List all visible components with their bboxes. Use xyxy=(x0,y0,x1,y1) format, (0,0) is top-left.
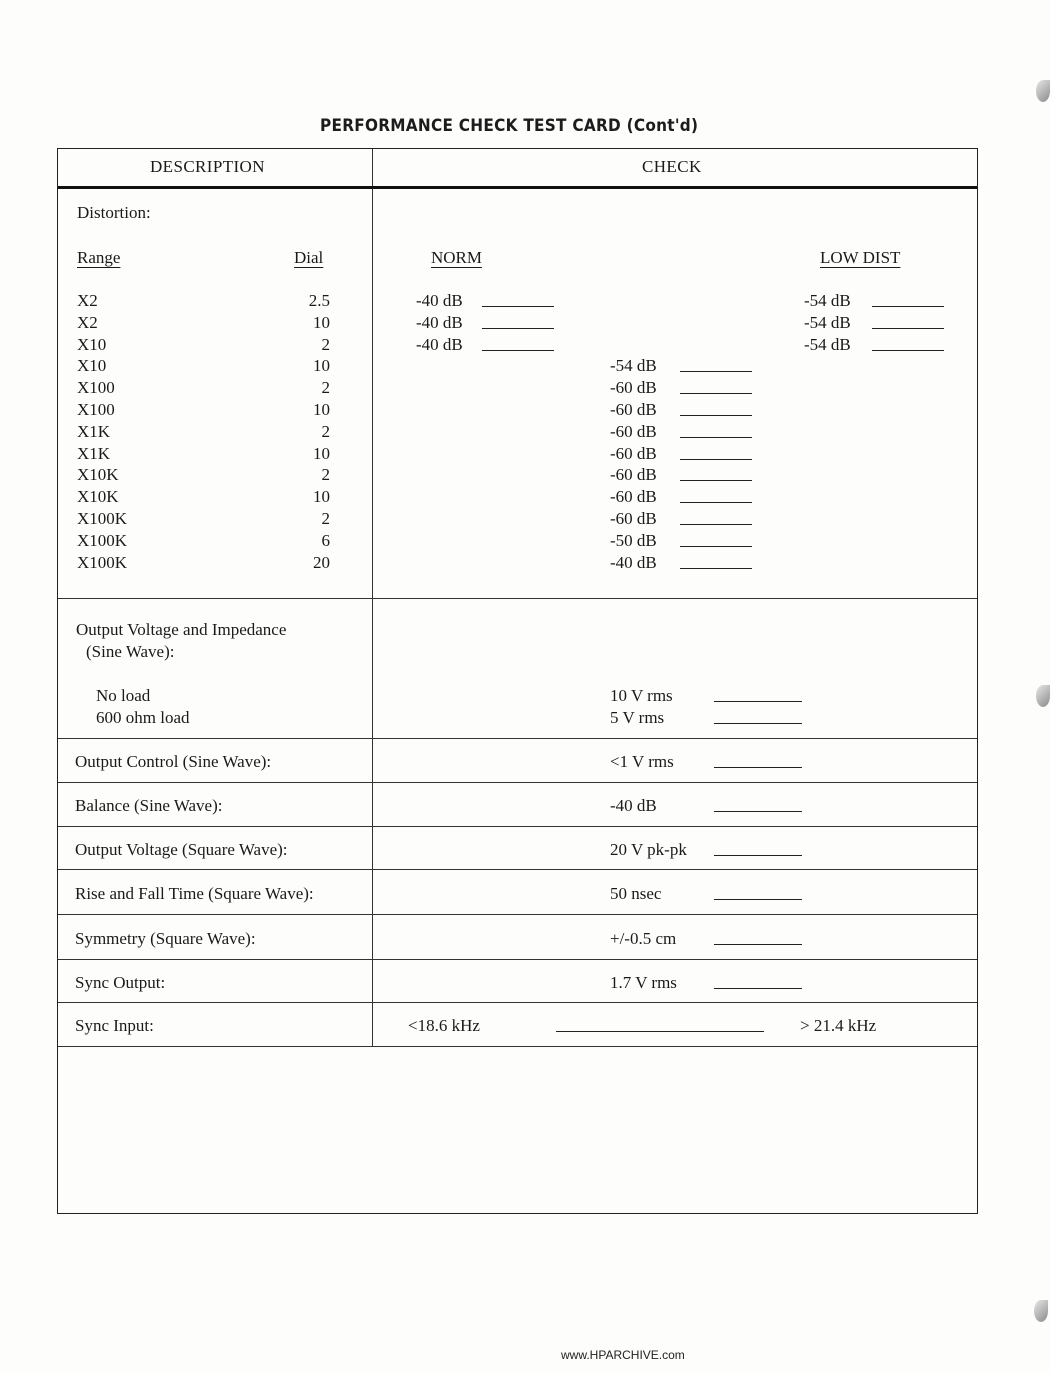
check-value: +/-0.5 cm xyxy=(610,929,677,948)
description-header: DESCRIPTION xyxy=(150,157,265,176)
output-voltage-label-line2: (Sine Wave): xyxy=(86,642,175,661)
range-cell: X1K xyxy=(77,444,111,463)
dial-cell: 6 xyxy=(321,531,330,550)
lowdist-cell: -54 dB xyxy=(804,313,851,332)
dial-cell: 20 xyxy=(313,553,330,572)
dial-cell: 2 xyxy=(321,465,330,484)
norm-header: NORM xyxy=(431,248,483,267)
range-cell: X10 xyxy=(77,335,107,354)
answer-blank[interactable] xyxy=(680,546,752,547)
mid-cell: -40 dB xyxy=(610,553,657,572)
dial-cell: 2 xyxy=(321,335,330,354)
answer-blank[interactable] xyxy=(680,437,752,438)
dial-cell: 10 xyxy=(313,444,330,463)
range-cell: X2 xyxy=(77,291,98,310)
row-divider xyxy=(58,869,977,870)
sync-input-label: Sync Input: xyxy=(75,1016,154,1035)
range-cell: X100 xyxy=(77,378,115,397)
range-cell: X1K xyxy=(77,422,111,441)
range-cell: X10K xyxy=(77,487,119,506)
range-cell: X100K xyxy=(77,509,128,528)
mid-cell: -60 dB xyxy=(610,487,657,506)
answer-blank[interactable] xyxy=(872,306,944,307)
norm-cell: -40 dB xyxy=(416,335,463,354)
check-description: Balance (Sine Wave): xyxy=(75,796,223,815)
page-curl-artifact xyxy=(1036,685,1050,707)
norm-cell: -40 dB xyxy=(416,291,463,310)
sync-input-high: > 21.4 kHz xyxy=(800,1016,877,1035)
page-curl-artifact xyxy=(1036,80,1050,102)
dial-cell: 2 xyxy=(321,509,330,528)
lowdist-cell: -54 dB xyxy=(804,291,851,310)
page-curl-artifact xyxy=(1034,1300,1048,1322)
answer-blank[interactable] xyxy=(872,328,944,329)
dial-cell: 10 xyxy=(313,356,330,375)
answer-blank[interactable] xyxy=(714,701,802,702)
dial-cell: 2 xyxy=(321,378,330,397)
header-rule xyxy=(58,186,977,189)
answer-blank[interactable] xyxy=(482,306,554,307)
check-value: <1 V rms xyxy=(610,752,674,771)
answer-blank[interactable] xyxy=(872,350,944,351)
check-description: Output Voltage (Square Wave): xyxy=(75,840,288,859)
check-value: 1.7 V rms xyxy=(610,973,677,992)
row-divider xyxy=(58,1002,977,1003)
answer-blank[interactable] xyxy=(482,350,554,351)
dial-header: Dial xyxy=(294,248,324,267)
row-divider xyxy=(58,914,977,915)
row-divider xyxy=(58,738,977,739)
check-description: Sync Output: xyxy=(75,973,166,992)
mid-cell: -50 dB xyxy=(610,531,657,550)
row-divider xyxy=(58,826,977,827)
mid-cell: -60 dB xyxy=(610,378,657,397)
page-title: PERFORMANCE CHECK TEST CARD (Cont'd) xyxy=(320,116,699,136)
check-header: CHECK xyxy=(642,157,702,176)
row-divider xyxy=(58,782,977,783)
archive-footer: www.HPARCHIVE.com xyxy=(561,1348,685,1362)
answer-blank[interactable] xyxy=(680,371,752,372)
dial-cell: 10 xyxy=(313,487,330,506)
range-header: Range xyxy=(77,248,121,267)
answer-blank[interactable] xyxy=(680,459,752,460)
answer-blank[interactable] xyxy=(714,899,802,900)
range-cell: X100 xyxy=(77,400,115,419)
range-cell: X100K xyxy=(77,553,128,572)
check-description: Symmetry (Square Wave): xyxy=(75,929,256,948)
mid-cell: -60 dB xyxy=(610,400,657,419)
output-voltage-label-line1: Output Voltage and Impedance xyxy=(76,620,287,639)
answer-blank[interactable] xyxy=(556,1031,764,1032)
answer-blank[interactable] xyxy=(714,855,802,856)
row-divider xyxy=(58,598,977,599)
mid-cell: -60 dB xyxy=(610,509,657,528)
output-row-label: 600 ohm load xyxy=(96,708,190,727)
answer-blank[interactable] xyxy=(714,767,802,768)
answer-blank[interactable] xyxy=(680,415,752,416)
check-description: Rise and Fall Time (Square Wave): xyxy=(75,884,314,903)
answer-blank[interactable] xyxy=(482,328,554,329)
answer-blank[interactable] xyxy=(680,480,752,481)
row-divider xyxy=(58,1046,977,1047)
dial-cell: 10 xyxy=(313,400,330,419)
mid-cell: -60 dB xyxy=(610,422,657,441)
answer-blank[interactable] xyxy=(680,502,752,503)
output-row-check: 10 V rms xyxy=(610,686,673,705)
answer-blank[interactable] xyxy=(714,944,802,945)
output-row-check: 5 V rms xyxy=(610,708,665,727)
norm-cell: -40 dB xyxy=(416,313,463,332)
dial-cell: 2 xyxy=(321,422,330,441)
answer-blank[interactable] xyxy=(680,524,752,525)
row-divider xyxy=(58,959,977,960)
lowdist-header: LOW DIST xyxy=(820,248,901,267)
mid-cell: -60 dB xyxy=(610,465,657,484)
range-cell: X10 xyxy=(77,356,107,375)
output-row-label: No load xyxy=(96,686,151,705)
check-value: -40 dB xyxy=(610,796,657,815)
range-cell: X10K xyxy=(77,465,119,484)
dial-cell: 2.5 xyxy=(308,291,330,310)
answer-blank[interactable] xyxy=(680,393,752,394)
check-value: 20 V pk-pk xyxy=(610,840,687,859)
dial-cell: 10 xyxy=(313,313,330,332)
mid-cell: -60 dB xyxy=(610,444,657,463)
answer-blank[interactable] xyxy=(680,568,752,569)
lowdist-cell: -54 dB xyxy=(804,335,851,354)
check-description: Output Control (Sine Wave): xyxy=(75,752,272,771)
answer-blank[interactable] xyxy=(714,811,802,812)
answer-blank[interactable] xyxy=(714,988,802,989)
sync-input-low: <18.6 kHz xyxy=(408,1016,480,1035)
answer-blank[interactable] xyxy=(714,723,802,724)
check-value: 50 nsec xyxy=(610,884,662,903)
mid-cell: -54 dB xyxy=(610,356,657,375)
range-cell: X100K xyxy=(77,531,128,550)
range-cell: X2 xyxy=(77,313,98,332)
distortion-label: Distortion: xyxy=(77,203,151,222)
